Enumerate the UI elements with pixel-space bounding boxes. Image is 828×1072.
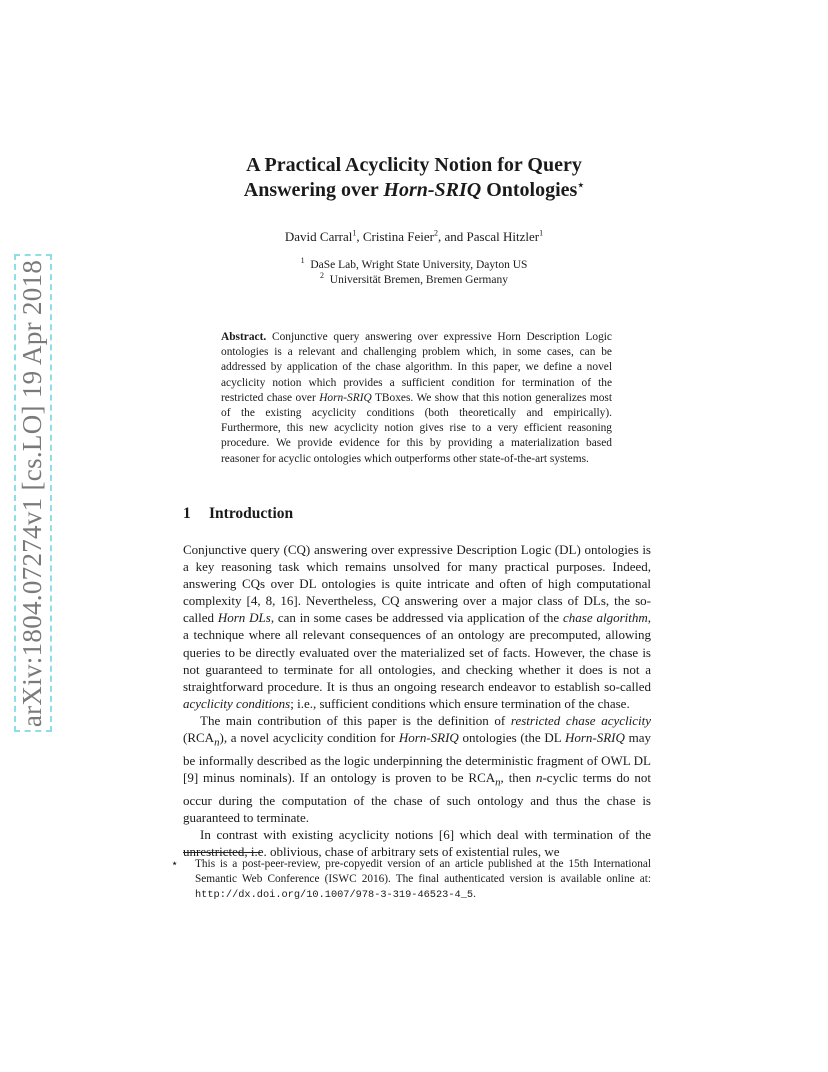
affiliation-1 [183,258,645,273]
p1-text-2: , can in some cases be addressed via application of the [270,610,564,626]
p1-text-1: Conjunctive query (CQ) answering over expressive Description Logic (DL) ontologies is a key reasoning task which remains unsolved for many practical purposes. Indeed, answering CQs over DL ontologies is quite intricate and often of high computational complexity [4, 8, 16]. Nevertheless, CQ answering over a major class of DLs, the so-called [183,542,651,626]
title-line-2-start: Answering over [243,179,384,201]
author-1: David Carral [284,229,353,244]
section-number: 1 [183,505,191,522]
paragraph-2 [183,712,651,826]
abstract-logic-name: Horn-SRIQ [319,391,372,404]
abstract-label: Abstract. [221,331,267,343]
title-line-2 [183,178,645,203]
p2-emph-4: n [535,769,543,785]
author-2-affil: 2 [434,228,439,238]
p2-text-4: ontologies (the DL [458,730,565,746]
introduction-body [183,541,651,860]
footnote-text-2: . [473,888,476,900]
affiliation-2-text: Universität Bremen, Bremen Germany [329,274,508,286]
footnote-mark: ⋆ [171,858,179,870]
p2-text-1: The main contribution of this paper is the definition of [200,712,511,728]
abstract-text-1: Conjunctive query answering over expressive Horn Description Logic ontologies is a relevant and challenging problem which, in some cases, can be addressed by application of the chase algorithm. In this paper, we define a novel acyclicity notion which provides a sufficient condition for termination of the restricted chase over [221,331,612,404]
affiliation-2-number: 2 [320,271,325,281]
arxiv-stamp [14,254,52,732]
p2-emph-3: Horn-SRIQ [564,730,625,746]
affiliation-1-text: DaSe Lab, Wright State University, Dayton US [310,259,528,271]
p2-subscript-1: n [214,736,220,749]
affiliations [183,258,645,288]
affiliation-1-number: 1 [300,256,305,266]
title-logic-name: Horn-SRIQ [383,179,482,201]
title-line-2-end: Ontologies [481,179,578,201]
p2-text-5: may be informally described as the logic underpinning the deterministic fragment of OWL DL [9] minus nominals). If an ontology is proven to be RCA [183,730,651,785]
paragraph-3 [183,826,651,860]
p1-emph-3: acyclicity conditions [183,695,291,711]
p1-text-3: , a technique where all relevant consequences of an ontology are precomputed, allowing queries to be directly evaluated over the materialized set of facts. However, the chase is not guaranteed to terminate for all ontologies, and checking whether it does is not a straightforward procedure. It is thus an ongoing research endeavor to establish so-called [183,610,651,694]
footnote-rule [183,852,261,853]
author-3-affil: 1 [539,228,544,238]
arxiv-identifier: arXiv:1804.07274v1 [cs.LO] 19 Apr 2018 [17,259,48,727]
footnote-text-1: This is a post-peer-review, pre-copyedit version of an article published at the 15th International Semantic Web Conference (ISWC 2016). The final authenticated version is available online at: [195,858,651,885]
title-footnote-star: ⋆ [577,179,585,192]
p2-text-3: ), a novel acyclicity condition for [219,730,399,746]
p2-subscript-2: n [495,776,501,789]
p3-text-1: In contrast with existing acyclicity notions [6] which deal with termination of the unrestricted, i.e. oblivious, chase of arbitrary sets of existential rules, we [183,826,651,859]
author-1-affil: 1 [352,228,357,238]
p2-text-2: (RCA [183,730,215,746]
section-heading [183,505,293,523]
author-2: Cristina Feier [362,229,435,244]
p2-text-7: -cyclic terms do not occur during the computation of the chase of such ontology and thus the chase is guaranteed to terminate. [183,769,651,825]
p2-emph-2: Horn-SRIQ [398,730,459,746]
affiliation-2 [183,273,645,288]
p2-text-6: , then [500,769,536,785]
abstract-text-2: TBoxes. We show that this notion generalizes most of the existing acyclicity conditions (both theoretically and empirically). Furthermore, this new acyclicity notion gives rise to a very efficient reasoning procedure. We provide evidence for this by providing a materialization based reasoner for acyclic ontologies which outperforms other state-of-the-art systems. [221,391,612,465]
section-title: Introduction [209,505,294,522]
footnote-text [171,857,651,903]
p1-text-4: ; i.e., sufficient conditions which ensure termination of the chase. [290,695,630,711]
title-line-1: A Practical Acyclicity Notion for Query [246,154,582,176]
abstract [221,330,612,467]
p1-emph-1: Horn DLs [217,610,271,626]
author-3: and Pascal Hitzler [444,229,540,244]
p1-emph-2: chase algorithm [563,610,648,626]
p2-emph-1: restricted chase acyclicity [510,712,651,728]
footnote [171,857,651,903]
paragraph-1 [183,541,651,712]
paper-title [183,153,645,203]
author-list: David Carral$^1$, Cristina Feier$^2$, and Pascal Hitzler$^1$ [284,228,544,244]
footnote-doi-link[interactable]: http://dx.doi.org/10.1007/978-3-319-46523-4_5 [195,889,474,901]
